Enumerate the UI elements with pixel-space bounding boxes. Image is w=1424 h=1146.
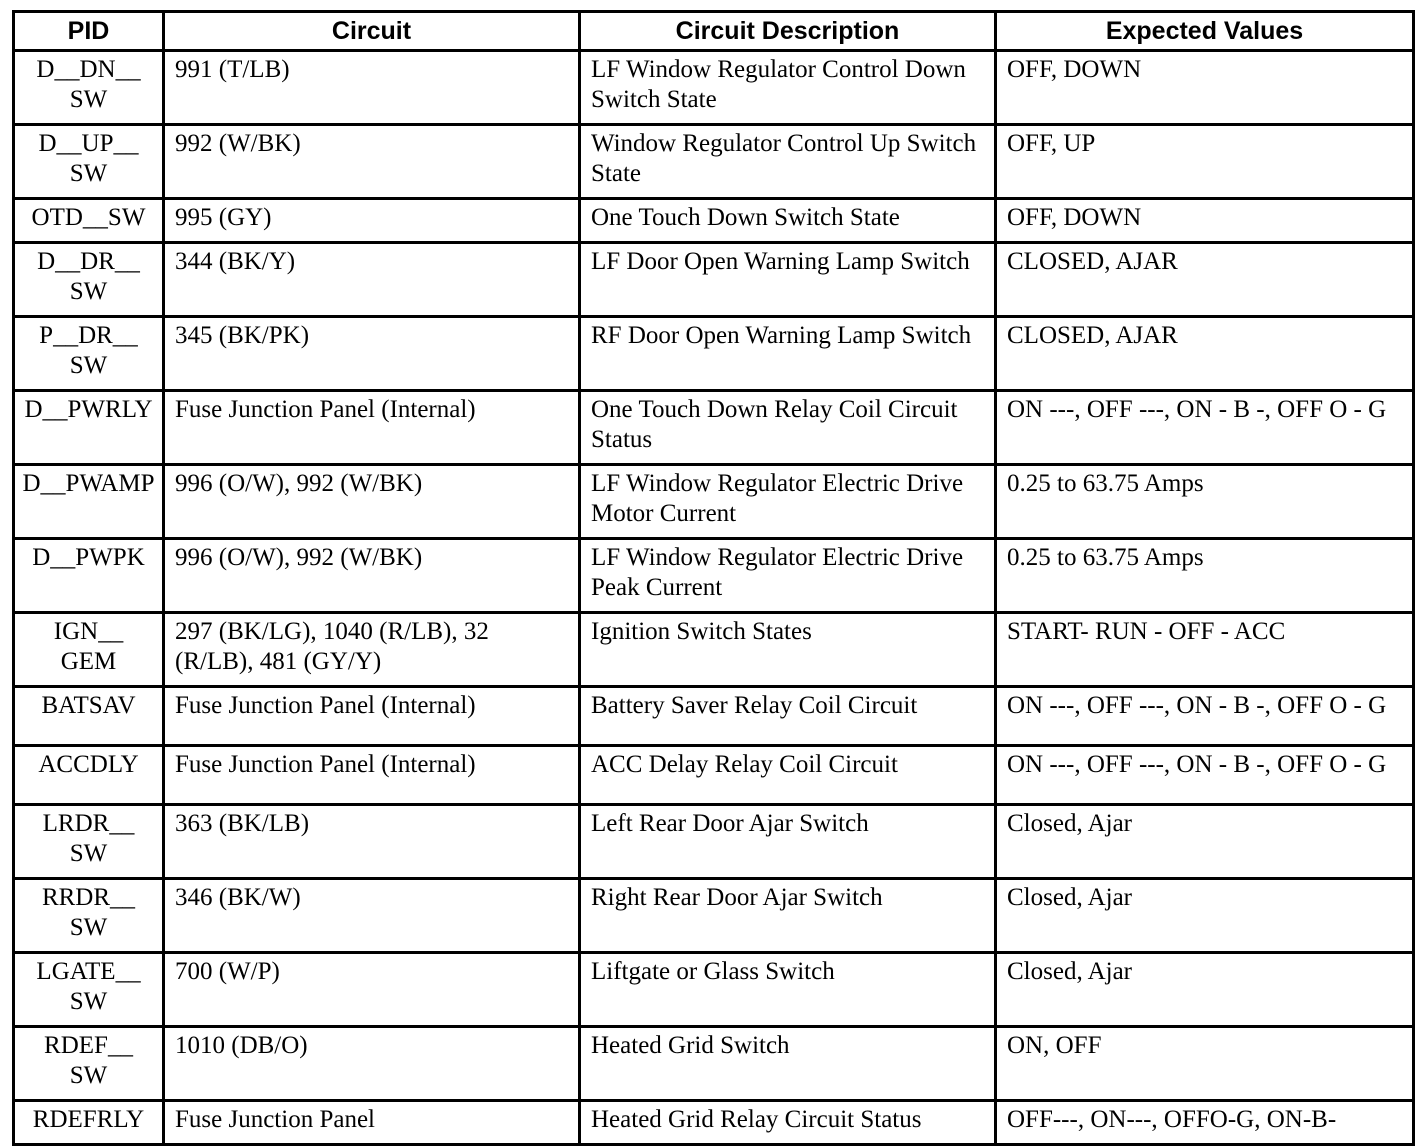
description-cell: Battery Saver Relay Coil Circuit (580, 687, 996, 746)
circuit-cell: 700 (W/P) (164, 953, 580, 1027)
table-row (14, 243, 1414, 317)
table-row (14, 317, 1414, 391)
pid-cell: RDEF__ SW (14, 1027, 164, 1101)
circuit-cell: Fuse Junction Panel (164, 1101, 580, 1145)
table-row (14, 51, 1414, 125)
pid-cell: RDEFRLY (14, 1101, 164, 1145)
circuit-cell: 1010 (DB/O) (164, 1027, 580, 1101)
pid-cell: D__DR__ SW (14, 243, 164, 317)
pid-cell: RRDR__ SW (14, 879, 164, 953)
table-row (14, 539, 1414, 613)
circuit-cell: 344 (BK/Y) (164, 243, 580, 317)
circuit-cell: 363 (BK/LB) (164, 805, 580, 879)
description-cell: Heated Grid Switch (580, 1027, 996, 1101)
table-row (14, 465, 1414, 539)
expected-cell: ON ---, OFF ---, ON - B -, OFF O - G (996, 746, 1414, 805)
table-row (14, 391, 1414, 465)
expected-cell: START- RUN - OFF - ACC (996, 613, 1414, 687)
description-cell: ACC Delay Relay Coil Circuit (580, 746, 996, 805)
expected-cell: Closed, Ajar (996, 805, 1414, 879)
description-cell: RF Door Open Warning Lamp Switch (580, 317, 996, 391)
table-row (14, 805, 1414, 879)
expected-cell: CLOSED, AJAR (996, 317, 1414, 391)
description-cell: Right Rear Door Ajar Switch (580, 879, 996, 953)
header-pid: PID (14, 12, 164, 51)
description-cell: Ignition Switch States (580, 613, 996, 687)
description-cell: LF Window Regulator Electric Drive Peak Current (580, 539, 996, 613)
circuit-cell: 297 (BK/LG), 1040 (R/LB), 32 (R/LB), 481 (GY/Y) (164, 613, 580, 687)
table-row (14, 125, 1414, 199)
table-row (14, 199, 1414, 243)
circuit-cell: 996 (O/W), 992 (W/BK) (164, 539, 580, 613)
expected-cell: ON ---, OFF ---, ON - B -, OFF O - G (996, 391, 1414, 465)
pid-cell: OTD__SW (14, 199, 164, 243)
description-cell: LF Window Regulator Electric Drive Motor Current (580, 465, 996, 539)
description-cell: One Touch Down Relay Coil Circuit Status (580, 391, 996, 465)
table-row (14, 613, 1414, 687)
table-row (14, 1027, 1414, 1101)
pid-cell: BATSAV (14, 687, 164, 746)
pid-table (12, 10, 1415, 1146)
pid-table-container (12, 10, 1412, 1146)
table-row (14, 746, 1414, 805)
pid-cell: D__UP__ SW (14, 125, 164, 199)
table-row (14, 687, 1414, 746)
description-cell: LF Door Open Warning Lamp Switch (580, 243, 996, 317)
circuit-cell: Fuse Junction Panel (Internal) (164, 687, 580, 746)
expected-cell: Closed, Ajar (996, 879, 1414, 953)
pid-cell: IGN__ GEM (14, 613, 164, 687)
header-expected-values: Expected Values (996, 12, 1414, 51)
expected-cell: 0.25 to 63.75 Amps (996, 539, 1414, 613)
header-circuit-description: Circuit Description (580, 12, 996, 51)
expected-cell: ON, OFF (996, 1027, 1414, 1101)
description-cell: One Touch Down Switch State (580, 199, 996, 243)
pid-cell: D__DN__ SW (14, 51, 164, 125)
circuit-cell: 991 (T/LB) (164, 51, 580, 125)
description-cell: Left Rear Door Ajar Switch (580, 805, 996, 879)
description-cell: Liftgate or Glass Switch (580, 953, 996, 1027)
table-row (14, 953, 1414, 1027)
circuit-cell: Fuse Junction Panel (Internal) (164, 391, 580, 465)
expected-cell: OFF, DOWN (996, 199, 1414, 243)
expected-cell: Closed, Ajar (996, 953, 1414, 1027)
pid-cell: LRDR__ SW (14, 805, 164, 879)
expected-cell: OFF---, ON---, OFFO-G, ON-B- (996, 1101, 1414, 1145)
expected-cell: OFF, DOWN (996, 51, 1414, 125)
expected-cell: CLOSED, AJAR (996, 243, 1414, 317)
expected-cell: ON ---, OFF ---, ON - B -, OFF O - G (996, 687, 1414, 746)
pid-cell: ACCDLY (14, 746, 164, 805)
pid-cell: D__PWRLY (14, 391, 164, 465)
circuit-cell: 992 (W/BK) (164, 125, 580, 199)
circuit-cell: 995 (GY) (164, 199, 580, 243)
header-circuit: Circuit (164, 12, 580, 51)
expected-cell: 0.25 to 63.75 Amps (996, 465, 1414, 539)
circuit-cell: 346 (BK/W) (164, 879, 580, 953)
circuit-cell: 996 (O/W), 992 (W/BK) (164, 465, 580, 539)
circuit-cell: Fuse Junction Panel (Internal) (164, 746, 580, 805)
pid-cell: D__PWPK (14, 539, 164, 613)
pid-cell: P__DR__ SW (14, 317, 164, 391)
pid-cell: LGATE__ SW (14, 953, 164, 1027)
description-cell: LF Window Regulator Control Down Switch State (580, 51, 996, 125)
table-row (14, 1101, 1414, 1145)
pid-cell: D__PWAMP (14, 465, 164, 539)
description-cell: Window Regulator Control Up Switch State (580, 125, 996, 199)
circuit-cell: 345 (BK/PK) (164, 317, 580, 391)
header-row (14, 12, 1414, 51)
expected-cell: OFF, UP (996, 125, 1414, 199)
table-row (14, 879, 1414, 953)
description-cell: Heated Grid Relay Circuit Status (580, 1101, 996, 1145)
